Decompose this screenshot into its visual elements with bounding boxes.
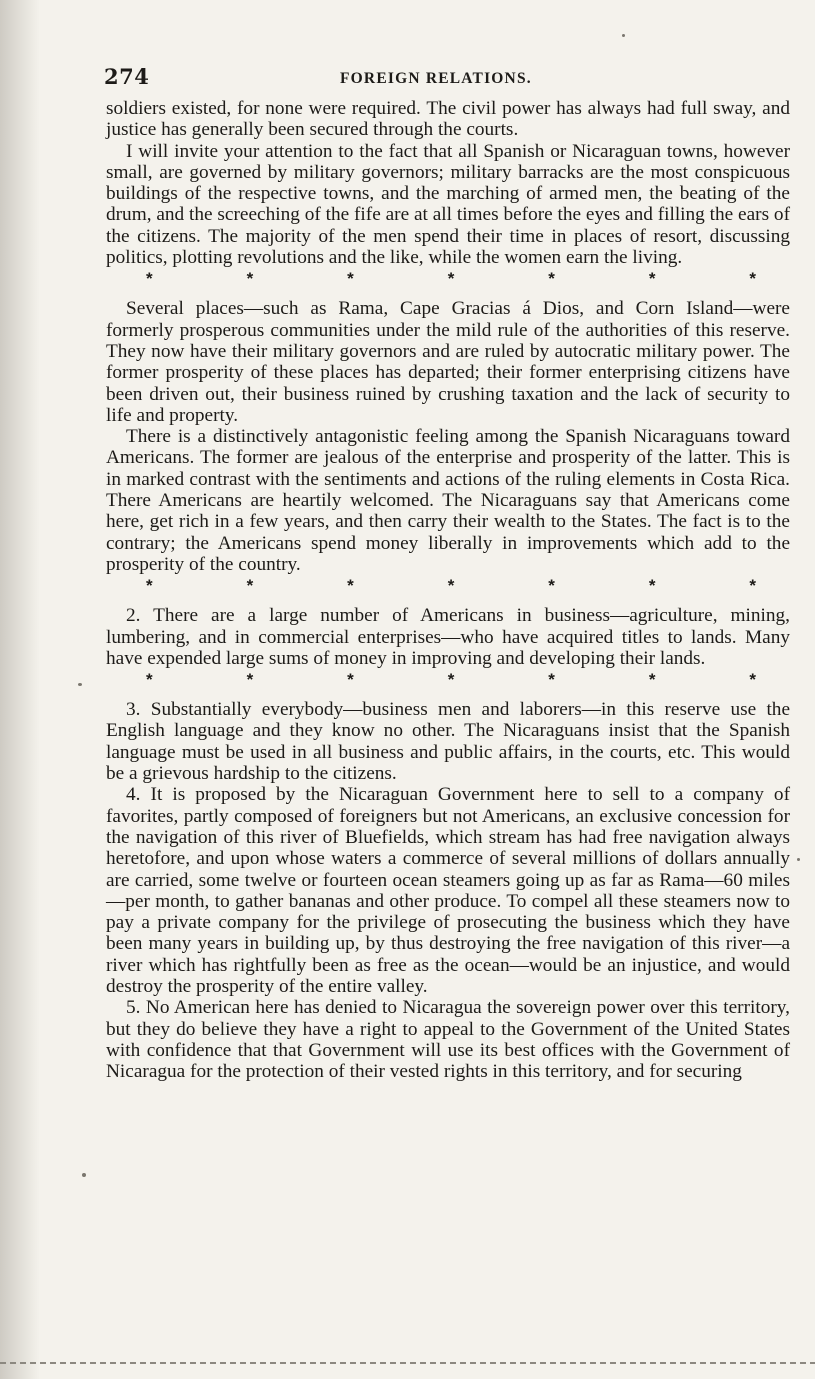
separator-star: * (548, 269, 555, 289)
separator-star: * (246, 576, 254, 596)
running-head: FOREIGN RELATIONS. (340, 70, 532, 87)
document-page (106, 62, 790, 1082)
paragraph: soldiers existed, for none were required. The civil power has always had full sway, and justice has generally been secured through the courts. (106, 98, 790, 141)
page-edge-shadow (0, 0, 40, 1379)
separator-star: * (648, 670, 656, 690)
paragraph: 5. No American here has denied to Nicaragua the sovereign power over this territory, but they do believe they have a right to appeal to the Government of the United States with confidence that that Government will use its best offices with the Government of Nicaragua for the protection of their vested rights in this territory, and for securing (106, 997, 790, 1083)
separator-star: * (246, 269, 254, 289)
ink-speck (78, 683, 82, 686)
body-text (106, 98, 790, 1082)
separator-star: * (548, 576, 555, 596)
section-separator (106, 268, 790, 290)
separator-star: * (146, 576, 153, 596)
ink-speck (797, 858, 800, 861)
paragraph: I will invite your attention to the fact that all Spanish or Nicaraguan towns, however small, are governed by military governors; military barracks are the most conspicuous buildings of the respective towns, and the marching of armed men, the beating of the drum, and the screeching of the fife are at all times before the eyes and filling the ears of the citizens. The majority of the men spend their time in places of resort, discussing politics, plotting revolutions and the like, while the women earn the living. (106, 140, 790, 269)
separator-star: * (447, 269, 455, 289)
paragraph: 4. It is proposed by the Nicaraguan Government here to sell to a company of favorites, partly composed of foreigners but not Americans, an exclusive concession for the navigation of this river of Bluefields, which stream has had free navigation always heretofore, and upon whose waters a commerce of several millions of dollars annually are carried, some twelve or fourteen ocean steamers going up as far as Rama—60 miles—per month, to gather bananas and other produce. To compel all these steamers now to pay a private company for the privilege of prosecuting the business which they have been many years in building up, by thus destroying the free navigation of this river—a river which has rightfully been as free as the ocean—would be an injustice, and would destroy the prosperity of the entire valley. (106, 784, 790, 997)
paragraph: 2. There are a large number of Americans in business—agriculture, mining, lumbering, and in commercial enterprises—who have acquired titles to lands. Many have expended large sums of money in improving and developing their lands. (106, 605, 790, 669)
paragraph: 3. Substantially everybody—business men and laborers—in this reserve use the English language and they know no other. The Nicaraguans insist that the Spanish language must be used in all business and public affairs, in the courts, etc. This would be a grievous hardship to the citizens. (106, 699, 790, 785)
separator-star: * (749, 670, 756, 690)
separator-star: * (347, 576, 354, 596)
separator-star: * (749, 576, 756, 596)
page-number: 274 (104, 64, 150, 89)
separator-star: * (648, 269, 656, 289)
section-separator (106, 575, 790, 597)
separator-star: * (347, 269, 354, 289)
ink-speck (82, 1173, 86, 1177)
separator-star: * (146, 269, 153, 289)
page-bottom-edge (0, 1362, 815, 1364)
separator-star: * (648, 576, 656, 596)
paragraph: Several places—such as Rama, Cape Gracias á Dios, and Corn Island—were formerly prosperous communities under the mild rule of the authorities of this reserve. They now have their military governors and are ruled by autocratic military power. The former prosperity of these places has departed; their former enterprising citizens have been driven out, their business ruined by crushing taxation and the lack of security to life and property. (106, 298, 790, 426)
ink-speck (622, 34, 625, 37)
separator-star: * (146, 670, 153, 690)
page-header (106, 62, 790, 98)
section-separator (106, 669, 790, 691)
separator-star: * (347, 670, 354, 690)
separator-star: * (447, 670, 455, 690)
separator-star: * (246, 670, 254, 690)
paragraph: There is a distinctively antagonistic feeling among the Spanish Nicaraguans toward Americans. The former are jealous of the enterprise and prosperity of the latter. This is in marked contrast with the sentiments and actions of the ruling elements in Costa Rica. There Americans are heartily welcomed. The Nicaraguans say that Americans come here, get rich in a few years, and then carry their wealth to the States. The fact is to the contrary; the Americans spend money liberally in improvements which add to the prosperity of the country. (106, 426, 790, 575)
separator-star: * (447, 576, 455, 596)
separator-star: * (749, 269, 756, 289)
separator-star: * (548, 670, 555, 690)
